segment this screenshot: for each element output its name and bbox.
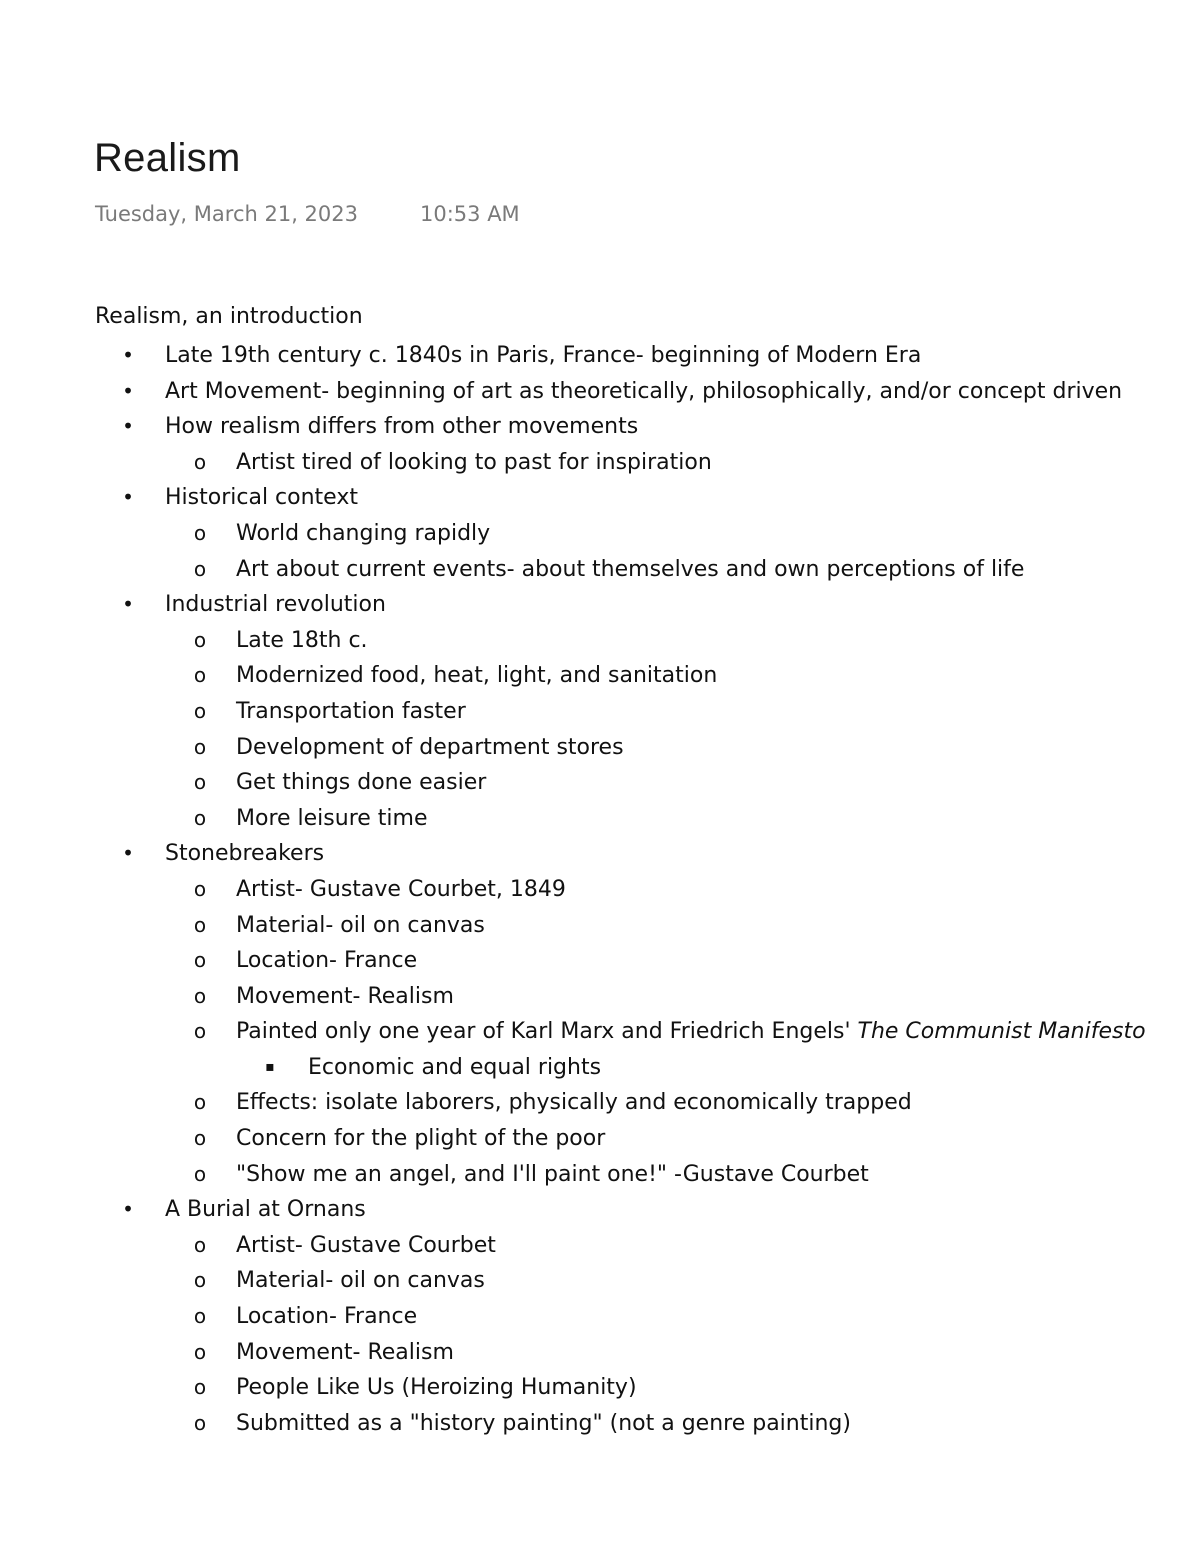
list-item-text: Effects: isolate laborers, physically and economically trapped xyxy=(236,1090,912,1116)
bullet-icon xyxy=(190,1299,210,1335)
bullet-icon xyxy=(190,730,210,766)
list-item-italic-text: The Communist Manifesto xyxy=(857,1019,1146,1045)
bullet-icon xyxy=(190,872,210,908)
page-title: Realism xyxy=(94,136,241,180)
list-item xyxy=(0,480,1200,516)
bullet-icon xyxy=(118,480,138,516)
bullet-icon xyxy=(118,1192,138,1228)
list-item-text: Location- France xyxy=(236,948,418,974)
bullet-icon xyxy=(118,374,138,410)
list-item-text: Stonebreakers xyxy=(165,841,325,867)
list-item xyxy=(0,445,1200,481)
list-item-text: More leisure time xyxy=(236,805,428,831)
list-item xyxy=(0,374,1200,410)
list-item-text: Submitted as a "history painting" (not a genre painting) xyxy=(236,1410,851,1436)
bullet-icon xyxy=(190,1085,210,1121)
list-item-text: Transportation faster xyxy=(236,698,466,724)
bullet-icon xyxy=(190,658,210,694)
list-item xyxy=(0,1014,1200,1050)
bullet-icon xyxy=(190,1014,210,1050)
list-item xyxy=(0,587,1200,623)
list-item-text: Artist- Gustave Courbet, 1849 xyxy=(236,876,566,902)
bullet-icon xyxy=(190,623,210,659)
list-item-text: Late 18th c. xyxy=(236,627,368,653)
list-item-text: A Burial at Ornans xyxy=(165,1197,366,1223)
list-item-text: "Show me an angel, and I'll paint one!" -Gustave Courbet xyxy=(236,1161,869,1187)
bullet-icon xyxy=(118,338,138,374)
page-time: 10:53 AM xyxy=(420,202,520,226)
bullet-icon xyxy=(118,587,138,623)
list-item-text: Concern for the plight of the poor xyxy=(236,1126,606,1152)
bullet-icon xyxy=(190,908,210,944)
bullet-icon xyxy=(190,765,210,801)
bullet-icon xyxy=(190,1157,210,1193)
bullet-icon xyxy=(190,1335,210,1371)
list-item xyxy=(0,1085,1200,1121)
list-item xyxy=(0,872,1200,908)
bullet-icon xyxy=(190,1406,210,1442)
bullet-icon xyxy=(190,1263,210,1299)
list-item-text: Painted only one year of Karl Marx and Friedrich Engels' The Communist Manifesto xyxy=(236,1019,1146,1045)
bullet-icon xyxy=(118,409,138,445)
page-timestamp xyxy=(95,200,520,228)
list-item-text: World changing rapidly xyxy=(236,520,491,546)
list-item-text: Historical context xyxy=(165,485,358,511)
list-item xyxy=(0,1192,1200,1228)
bullet-icon xyxy=(118,836,138,872)
bullet-icon xyxy=(190,1228,210,1264)
list-item xyxy=(0,409,1200,445)
list-item-text: Material- oil on canvas xyxy=(236,912,485,938)
bullet-icon xyxy=(190,516,210,552)
bullet-icon xyxy=(190,445,210,481)
list-item-text: Artist tired of looking to past for inspiration xyxy=(236,449,712,475)
list-item-text: People Like Us (Heroizing Humanity) xyxy=(236,1375,637,1401)
page-date: Tuesday, March 21, 2023 xyxy=(95,202,358,226)
list-item xyxy=(0,979,1200,1015)
section-heading: Realism, an introduction xyxy=(95,304,363,329)
list-item xyxy=(0,516,1200,552)
list-item-text: How realism differs from other movements xyxy=(165,414,639,440)
list-item-text: Get things done easier xyxy=(236,770,487,796)
page-bottom-margin xyxy=(0,1440,1200,1560)
list-item-text: Movement- Realism xyxy=(236,983,454,1009)
list-item xyxy=(0,694,1200,730)
list-item xyxy=(0,1335,1200,1371)
list-item xyxy=(0,1050,1200,1086)
list-item-text: Movement- Realism xyxy=(236,1339,454,1365)
list-item xyxy=(0,836,1200,872)
list-item xyxy=(0,552,1200,588)
list-item-text: Late 19th century c. 1840s in Paris, France- beginning of Modern Era xyxy=(165,343,922,368)
list-item-text: Artist- Gustave Courbet xyxy=(236,1232,496,1258)
list-item-text: Art Movement- beginning of art as theoretically, philosophically, and/or concept driven xyxy=(165,378,1123,404)
bullet-icon xyxy=(190,552,210,588)
list-item xyxy=(0,1263,1200,1299)
list-item-text: Art about current events- about themselves and own perceptions of life xyxy=(236,556,1025,582)
list-item xyxy=(0,1370,1200,1406)
list-item-text: Modernized food, heat, light, and sanitation xyxy=(236,663,718,689)
list-item xyxy=(0,1228,1200,1264)
bullet-icon xyxy=(190,1370,210,1406)
list-item xyxy=(0,1121,1200,1157)
bullet-icon xyxy=(260,1050,280,1086)
bullet-icon xyxy=(190,694,210,730)
list-item-text: Industrial revolution xyxy=(165,592,386,618)
list-item xyxy=(0,1299,1200,1335)
list-item-text: Location- France xyxy=(236,1304,418,1330)
list-item xyxy=(0,623,1200,659)
list-item xyxy=(0,908,1200,944)
list-item xyxy=(0,338,1200,374)
list-item xyxy=(0,801,1200,837)
list-item-text: Development of department stores xyxy=(236,734,624,760)
list-item xyxy=(0,943,1200,979)
bullet-icon xyxy=(190,801,210,837)
list-item-text: Material- oil on canvas xyxy=(236,1268,485,1294)
bullet-icon xyxy=(190,1121,210,1157)
list-item xyxy=(0,1406,1200,1442)
list-item xyxy=(0,1157,1200,1193)
list-item xyxy=(0,730,1200,766)
bullet-icon xyxy=(190,943,210,979)
notes-outline xyxy=(0,338,1200,1441)
list-item xyxy=(0,658,1200,694)
list-item xyxy=(0,765,1200,801)
list-item-text: Economic and equal rights xyxy=(308,1054,602,1080)
bullet-icon xyxy=(190,979,210,1015)
